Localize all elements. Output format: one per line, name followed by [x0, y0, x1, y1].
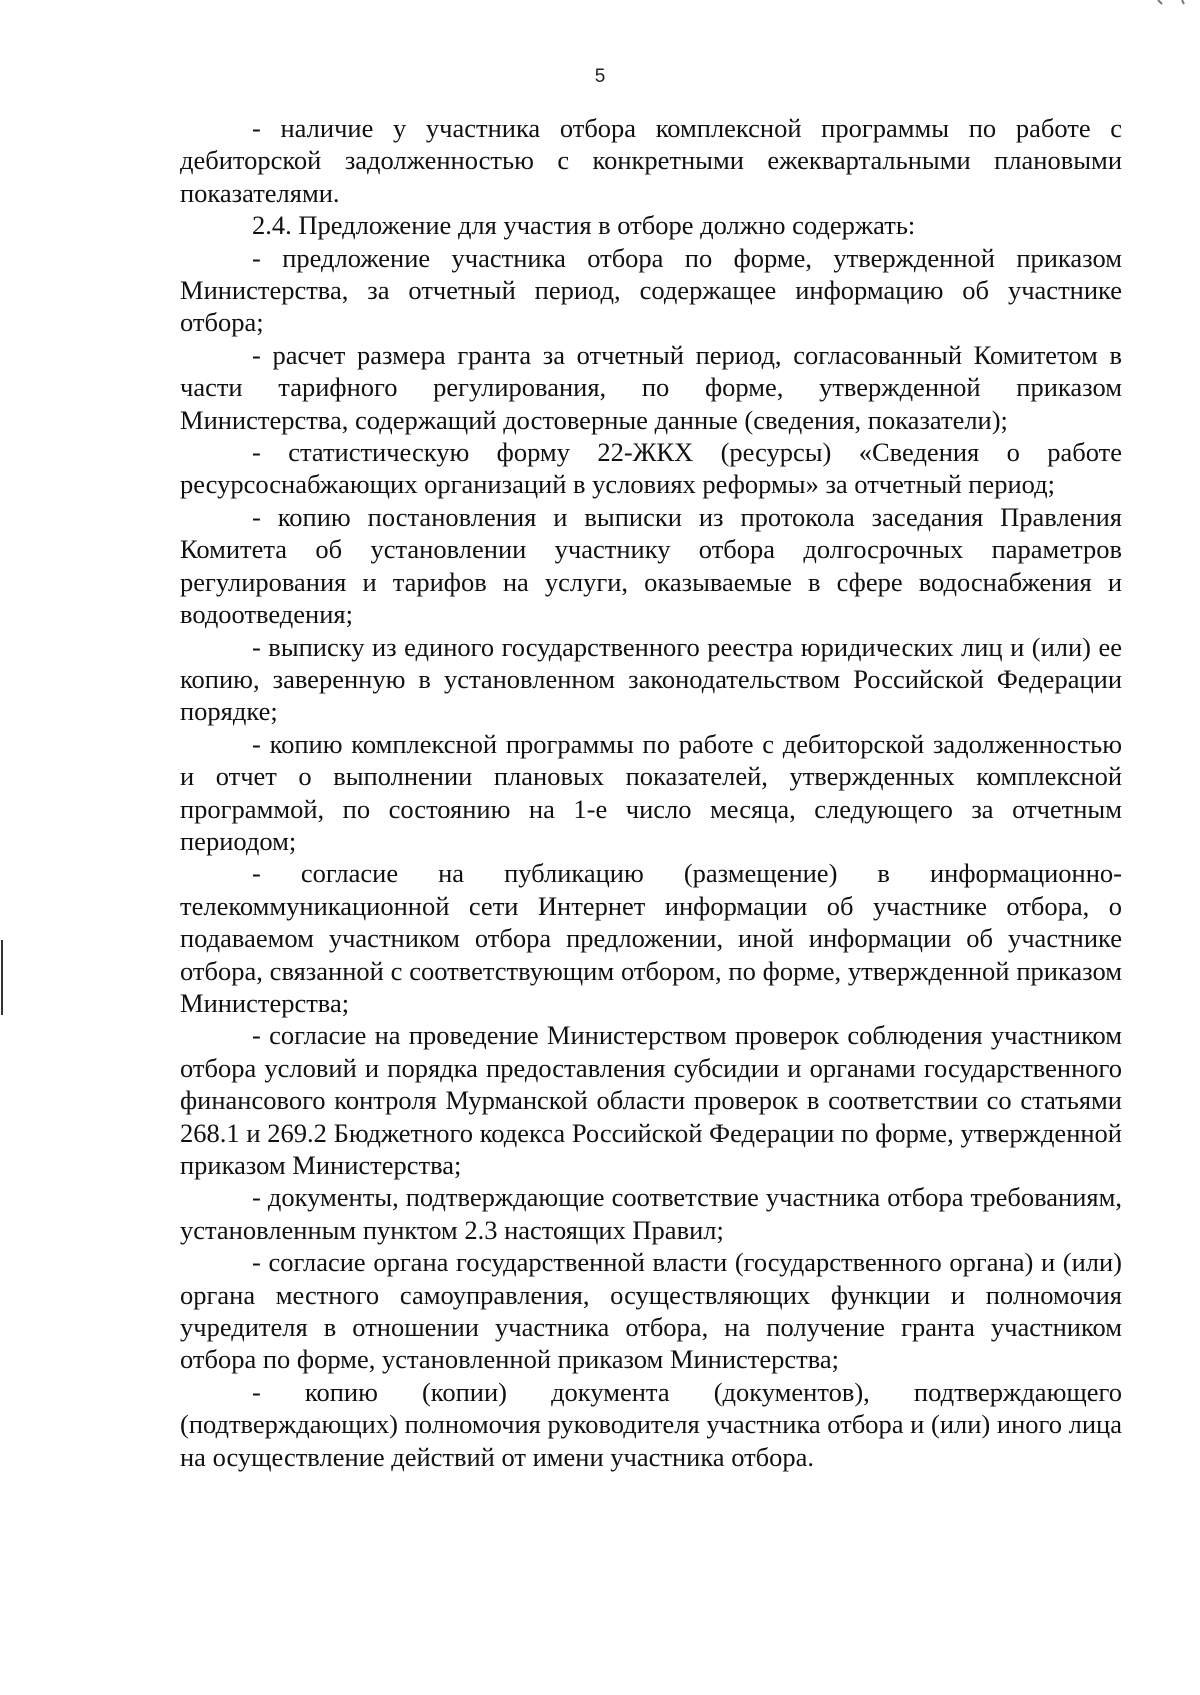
paragraph-inspection-consent: - согласие на проведение Министерством проверок соблюдения участником отбора условий и порядка предоставления субсидии и органами государственного финансового контроля Мурманской области проверок в соответствии со статьями 268.1 и 269.2 Бюджетного кодекса Российской Федерации по форме, утвержденной приказом Министерства; — [180, 1020, 1122, 1180]
paragraph-compliance-documents: - документы, подтверждающие соответствие участника отбора требованиям, установленным пунктом 2.3 настоящих Правил; — [180, 1182, 1122, 1245]
paragraph-program-requirement: - наличие у участника отбора комплексной программы по работе с дебиторской задолженностью с конкретными ежеквартальными плановыми показателями. — [180, 113, 1122, 208]
paragraph-registry-extract: - выписку из единого государственного реестра юридических лиц и (или) ее копию, заверенную в установленном законодательством Российской Федерации порядке; — [180, 631, 1122, 727]
paragraph-section-2-4-heading: 2.4. Предложение для участия в отборе должно содержать: — [252, 210, 916, 241]
paragraph-founder-consent: - согласие органа государственной власти (государственного органа) и (или) органа местного самоуправления, осуществляющих функции и полномочия учредителя в отношении участника отбора, на получение гранта участником отбора по форме, установленной приказом Министерства; — [180, 1247, 1122, 1375]
document-body — [180, 112, 1122, 1473]
scan-tick-top-right-a — [1158, 0, 1162, 4]
paragraph-resolution-copy: - копию постановления и выписки из протокола заседания Правления Комитета об установлении участнику отбора долгосрочных параметров регулирования и тарифов на услуги, оказываемые в сфере водоснабжения и водоотведения; — [180, 501, 1122, 630]
scan-tick-top-right-b — [1182, 0, 1184, 4]
paragraph-statistical-form: - статистическую форму 22-ЖКХ (ресурсы) «Сведения о работе ресурсоснабжающих организаций в условиях реформы» за отчетный период; — [180, 437, 1122, 500]
paragraph-grant-calculation: - расчет размера гранта за отчетный период, согласованный Комитетом в части тарифного регулирования, по форме, утвержденной приказом Министерства, содержащий достоверные данные (сведения, показатели); — [180, 339, 1122, 435]
paragraph-participant-proposal: - предложение участника отбора по форме, утвержденной приказом Министерства, за отчетный период, содержащее информацию об участнике отбора; — [180, 242, 1122, 338]
paragraph-publication-consent: - согласие на публикацию (размещение) в информационно-телекоммуникационной сети Интернет информации об участнике отбора, о подаваемом участником отбора предложении, иной информации об участнике отбора, связанной с соответствующим отбором, по форме, утвержденной приказом Министерства; — [180, 858, 1122, 1018]
paragraph-authority-documents: - копию (копии) документа (документов), подтверждающего (подтверждающих) полномочия руководителя участника отбора и (или) иного лица на осуществление действий от имени участника отбора. — [180, 1376, 1122, 1472]
paragraph-program-copy: - копию комплексной программы по работе с дебиторской задолженностью и отчет о выполнении плановых показателей, утвержденных комплексной программой, по состоянию на 1-е число месяца, следующего за отчетным периодом; — [180, 728, 1122, 856]
page-number: 5 — [594, 66, 606, 87]
